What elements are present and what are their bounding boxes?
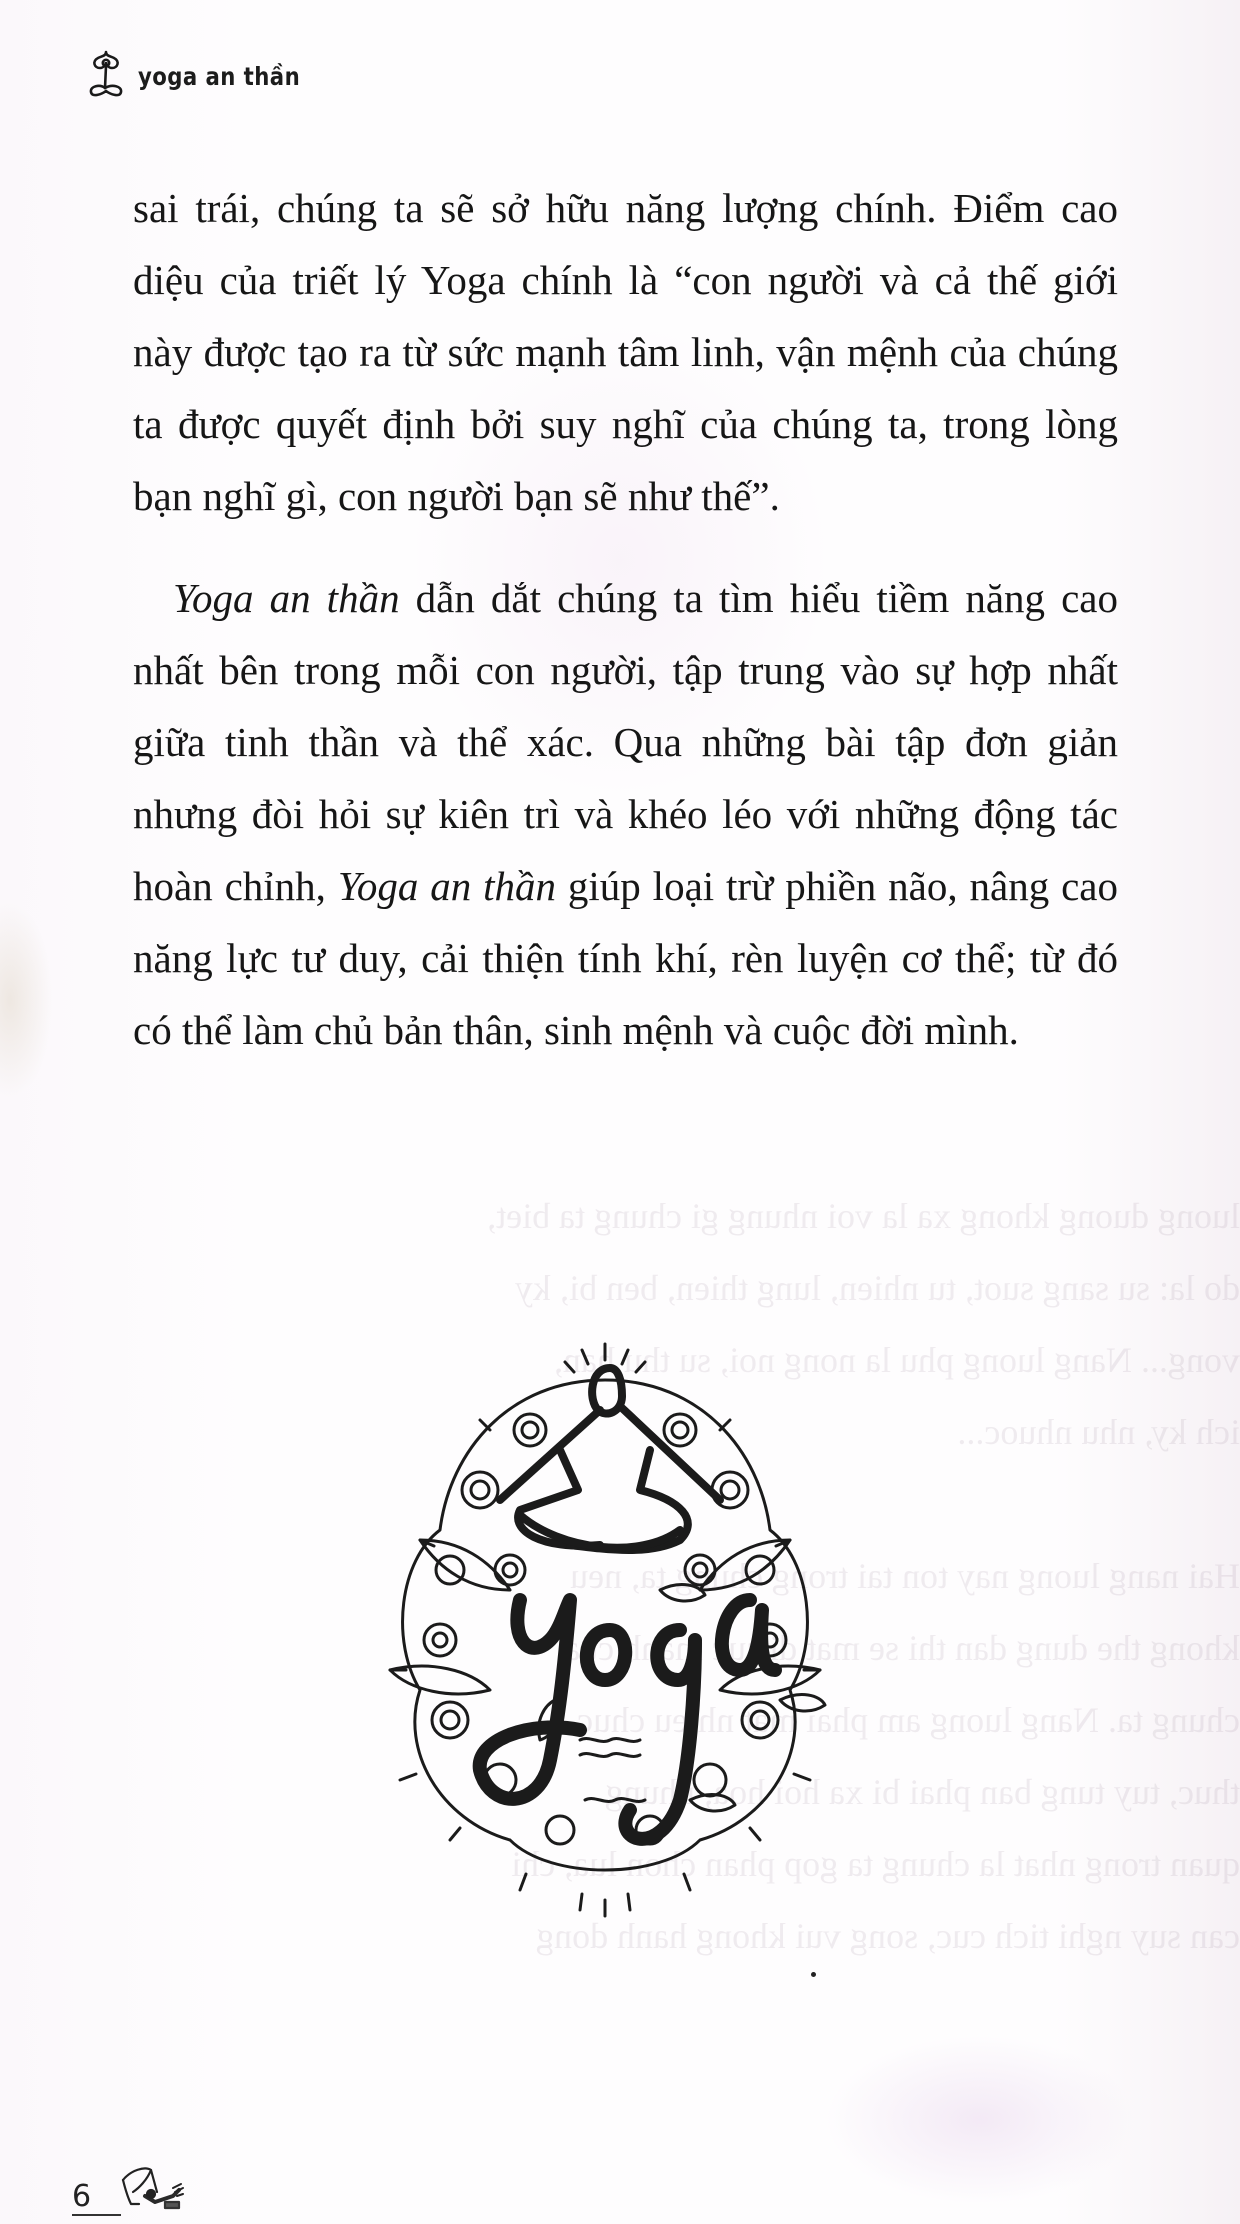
paragraph: sai trái, chúng ta sẽ sở hữu năng lượng chính. Điểm cao diệu của triết lý Yoga chính là “con người và cả thế giới này được tạo ra từ sức mạnh tâm linh, vận mệnh của chúng ta được quyết định bởi suy nghĩ của chúng ta, trong lòng bạn nghĩ gì, con người bạn sẽ như thế”. xyxy=(133,185,1118,519)
body-text xyxy=(133,172,1118,1066)
show-through-text: luong duong khong xa la voi nhung gi chung ta biet, do la: su sang suot, tu nhien, lung thien, ben bi, ky vong... Nang luong phu la nong noi, su thu han, ich ky, nhu nhuoc... Hai nang luong nay ton tai trong chung ta, neu khong the dung dan thi se mat di suc manh cua chung ta. Nang luong am phai mat nhieu chuc thuc, tuy tung ban phai bi xa hoi hoa, nhung quan trong nhat la chung ta gop phan chon lua, chi can suy nghi tich cuc, song vui khong hanh dong xyxy=(487,1196,1240,1956)
running-header xyxy=(88,50,329,102)
yoga-pose-icon xyxy=(121,2166,191,2216)
yoga-mandala-illustration xyxy=(360,1340,850,1920)
book-title-italic: Yoga an thần xyxy=(337,863,557,909)
page-footer xyxy=(72,2166,191,2216)
book-title-italic: Yoga an thần xyxy=(173,575,400,621)
paragraph xyxy=(133,562,1118,1066)
running-header-title: yoga an thần xyxy=(138,61,301,91)
meditating-figure-icon xyxy=(88,50,124,102)
paragraph-text: giúp loại trừ phiền não, nâng cao năng lực tư duy, cải thiện tính khí, rèn luyện cơ thể; từ đó có thể làm chủ bản thân, sinh mệnh và cuộc đời mình. xyxy=(133,863,1118,1053)
paragraph-text: dẫn dắt chúng ta tìm hiểu tiềm năng cao nhất bên trong mỗi con người, tập trung vào sự hợp nhất giữa tinh thần và thể xác. Qua những bài tập đơn giản nhưng đòi hỏi sự kiên trì và khéo léo với những động tác hoàn chỉnh, xyxy=(133,575,1118,909)
stray-mark xyxy=(811,1972,816,1977)
page-number: 6 xyxy=(72,2180,121,2216)
